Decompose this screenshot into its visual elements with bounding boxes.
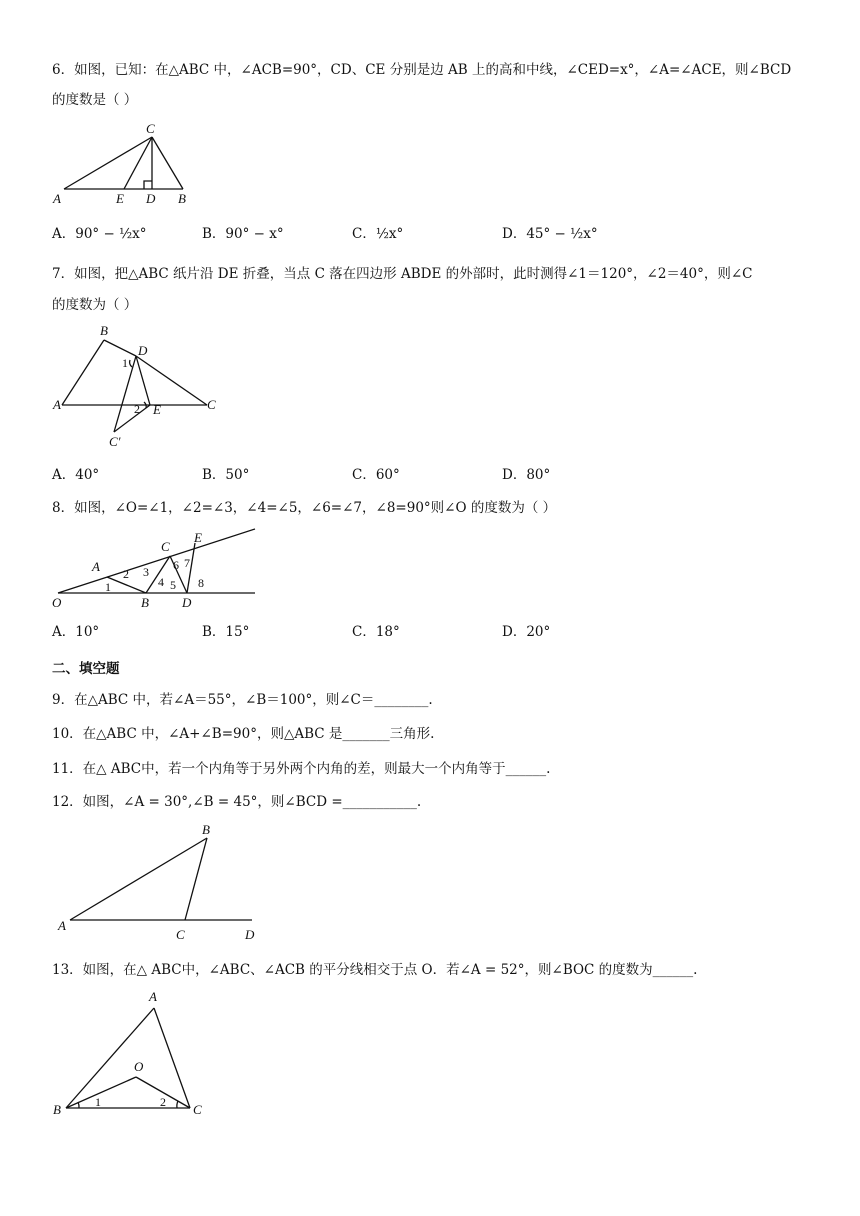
q13-figure (52, 988, 222, 1118)
q7-segment-dc (136, 356, 207, 405)
q6-line2: 的度数是（ ） (52, 92, 138, 108)
q6-right-angle-mark (144, 181, 152, 189)
q6-segment-bc (152, 137, 183, 189)
q7-label-a: A (53, 397, 61, 412)
q8-label-2: 2 (123, 567, 129, 581)
q13-segment-ac (154, 1008, 190, 1108)
q7-segment-ec1 (114, 405, 150, 432)
q13-label-b: B (53, 1102, 61, 1117)
q8-option-b: B．15° (202, 624, 250, 640)
q13-label-1: 1 (95, 1095, 101, 1109)
q6-label-e: E (116, 191, 124, 206)
q8-label-b: B (141, 595, 149, 610)
q6-label-b: B (178, 191, 186, 206)
q13-text: 13．如图，在△ ABC中，∠ABC、∠ACB 的平分线相交于点 O．若∠A = 52°，则∠BOC 的度数为______. (52, 962, 698, 978)
q7-line2: 的度数为（ ） (52, 297, 138, 313)
q12-segment-ab (70, 838, 207, 920)
q12-figure (52, 822, 267, 942)
q6-option-c: C．½x° (352, 226, 404, 242)
q7-segment-bd (104, 340, 136, 356)
q7-label-d: D (138, 343, 148, 358)
q7-option-d: D．80° (502, 467, 551, 483)
q7-label-e: E (153, 402, 161, 417)
q8-label-1: 1 (105, 580, 111, 594)
q8-label-c: C (161, 539, 170, 554)
q12-label-b: B (202, 822, 210, 837)
q11-text: 11．在△ ABC中，若一个内角等于另外两个内角的差，则最大一个内角等于______. (52, 761, 551, 777)
q13-angle1-arc (78, 1102, 79, 1108)
q13-angle2-arc (177, 1101, 178, 1108)
q8-option-c: C．18° (352, 624, 400, 640)
q7-fold-de (136, 356, 150, 405)
q12-segment-bc (185, 838, 207, 920)
q7-line1: 7．如图，把△ABC 纸片沿 DE 折叠，当点 C 落在四边形 ABDE 的外部时，此时测得∠1＝120°，∠2＝40°，则∠C (52, 266, 753, 282)
q6-option-a: A．90° − ½x° (52, 226, 147, 242)
q13-segment-ab (66, 1008, 154, 1108)
q9-text: 9．在△ABC 中，若∠A＝55°，∠B＝100°，则∠C＝________. (52, 692, 433, 708)
q6-label-a: A (53, 191, 61, 206)
q8-label-5: 5 (170, 578, 176, 592)
q8-label-8: 8 (198, 576, 204, 590)
q7-option-b: B．50° (202, 467, 250, 483)
q8-figure (52, 525, 267, 615)
q10-text: 10．在△ABC 中，∠A+∠B=90°，则△ABC 是_______三角形. (52, 726, 435, 742)
q7-label-2: 2 (134, 402, 140, 416)
q8-label-d: D (182, 595, 192, 610)
q8-label-o: O (52, 595, 62, 610)
q8-ray-oe (58, 529, 255, 593)
section-heading-fill-in: 二、填空题 (52, 661, 120, 677)
q6-line1: 6．如图，已知：在△ABC 中，∠ACB=90°，CD、CE 分别是边 AB 上的高和中线，∠CED=x°，∠A=∠ACE，则∠BCD (52, 62, 792, 78)
q8-label-7: 7 (184, 556, 190, 570)
q8-label-3: 3 (143, 565, 149, 579)
q8-line1: 8．如图，∠O=∠1，∠2=∠3，∠4=∠5，∠6=∠7，∠8=90°则∠O 的度数为（ ） (52, 500, 557, 516)
q12-text: 12．如图，∠A = 30°,∠B = 45°，则∠BCD =___________. (52, 794, 422, 810)
q7-label-c-prime: C′ (109, 434, 121, 449)
q6-option-d: D．45° − ½x° (502, 226, 598, 242)
q12-label-c: C (176, 927, 185, 942)
q13-label-a: A (149, 989, 157, 1004)
q6-label-d: D (146, 191, 156, 206)
q6-label-c: C (146, 121, 155, 136)
q13-bisector-bo (66, 1077, 136, 1108)
q8-option-d: D．20° (502, 624, 551, 640)
q7-option-c: C．60° (352, 467, 400, 483)
q6-figure (52, 120, 192, 205)
q12-label-d: D (245, 927, 255, 942)
q7-label-1: 1 (122, 356, 128, 370)
q13-label-o: O (134, 1059, 144, 1074)
q7-segment-ab (62, 340, 104, 405)
q7-label-b: B (100, 323, 108, 338)
q8-label-6: 6 (173, 558, 179, 572)
q6-segment-ac (64, 137, 152, 189)
q8-label-4: 4 (158, 575, 164, 589)
q8-label-e: E (194, 530, 202, 545)
q8-option-a: A．10° (52, 624, 100, 640)
q7-option-a: A．40° (52, 467, 100, 483)
q7-angle1-arc (130, 360, 132, 367)
q6-option-b: B．90° − x° (202, 226, 284, 242)
q13-label-c: C (193, 1102, 202, 1117)
q12-label-a: A (58, 918, 66, 933)
q8-label-a: A (92, 559, 100, 574)
q13-label-2: 2 (160, 1095, 166, 1109)
q7-label-c: C (207, 397, 216, 412)
q7-figure (52, 322, 222, 452)
